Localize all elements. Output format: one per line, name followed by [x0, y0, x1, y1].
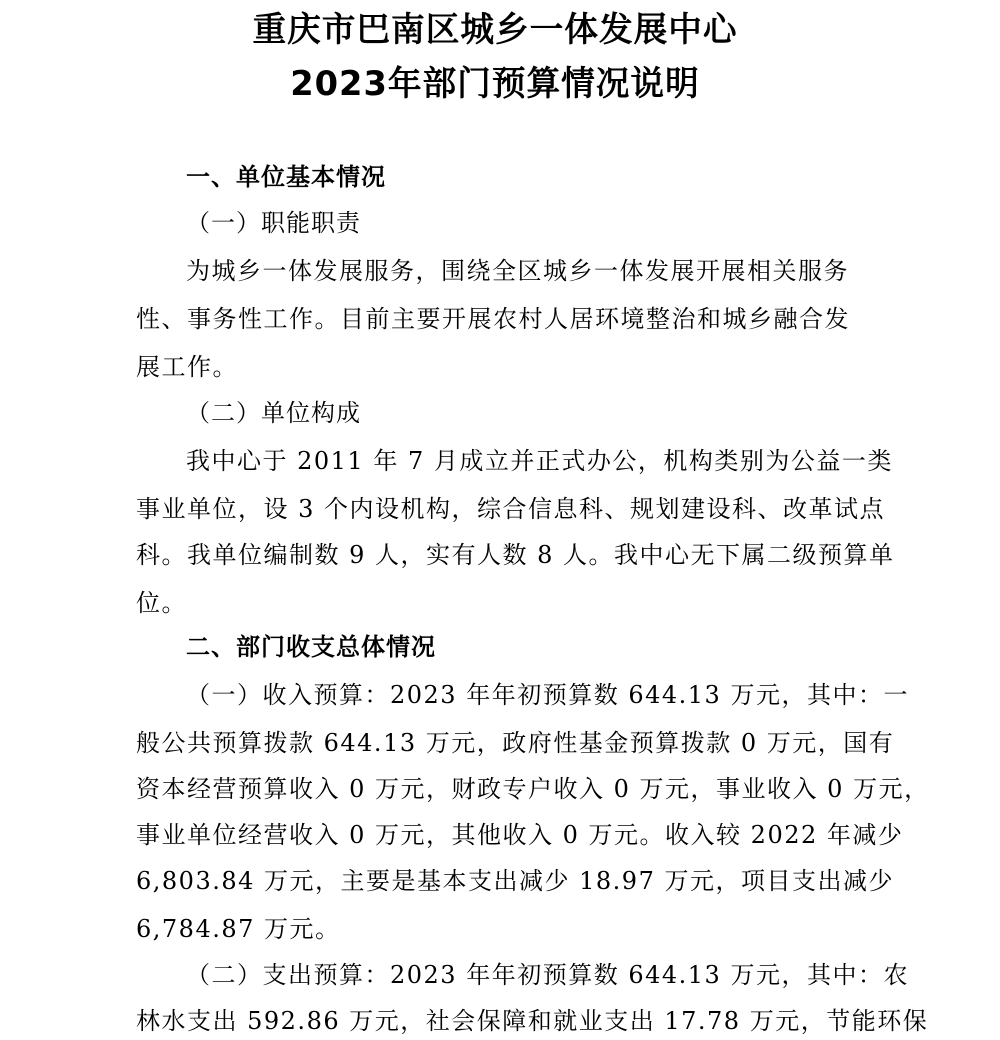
- paragraph-line: 林水支出 592.86 万元，社会保障和就业支出 17.78 万元，节能环保: [136, 1007, 929, 1035]
- expense-text: 2023 年年初预算数 644.13 万元，其中：农: [390, 961, 909, 989]
- sub2-heading: （二）单位构成: [186, 399, 361, 427]
- sub1-heading: （一）职能职责: [186, 209, 361, 237]
- expense-first-line: [186, 960, 909, 990]
- paragraph-line: 般公共预算拨款 644.13 万元，政府性基金预算拨款 0 万元，国有: [136, 729, 895, 757]
- paragraph-line: 资本经营预算收入 0 万元，财政专户收入 0 万元，事业收入 0 万元，: [136, 775, 930, 803]
- paragraph-line: 性、事务性工作。目前主要开展农村人居环境整治和城乡融合发: [136, 305, 850, 333]
- paragraph-line: 事业单位经营收入 0 万元，其他收入 0 万元。收入较 2022 年减少: [136, 821, 904, 849]
- section1-heading: 一、单位基本情况: [186, 163, 386, 191]
- income-text: 2023 年年初预算数 644.13 万元，其中：一: [390, 681, 909, 709]
- paragraph-line: 6,784.87 万元。: [136, 915, 341, 943]
- paragraph-line: 科。我单位编制数 9 人，实有人数 8 人。我中心无下属二级预算单: [136, 541, 895, 569]
- income-first-line: [186, 680, 909, 710]
- paragraph-line: 6,803.84 万元，主要是基本支出减少 18.97 万元，项目支出减少: [136, 867, 894, 895]
- paragraph-line: 位。: [136, 589, 187, 617]
- paragraph-line: 我中心于 2011 年 7 月成立并正式办公，机构类别为公益一类: [186, 447, 893, 475]
- expense-label: （二）支出预算：: [186, 961, 390, 989]
- income-label: （一）收入预算：: [186, 681, 390, 709]
- document-title-line1: 重庆市巴南区城乡一体发展中心: [252, 10, 738, 50]
- paragraph-line: 展工作。: [136, 353, 238, 381]
- section2-heading: 二、部门收支总体情况: [186, 633, 436, 661]
- document-title-line2: 2023年部门预算情况说明: [290, 64, 700, 104]
- paragraph-line: 事业单位，设 3 个内设机构，综合信息科、规划建设科、改革试点: [136, 495, 886, 523]
- paragraph-line: 为城乡一体发展服务，围绕全区城乡一体发展开展相关服务: [186, 257, 849, 285]
